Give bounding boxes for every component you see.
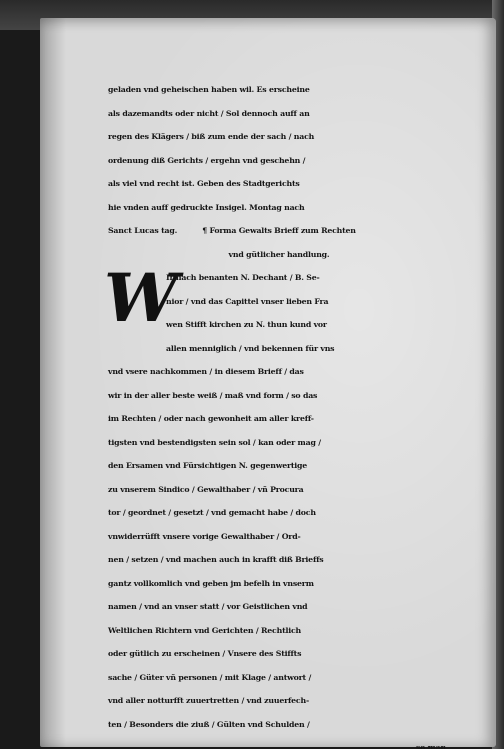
paragraph-2 (108, 266, 450, 749)
text-line: sache / Güter vñ personen / mit Klage / antwort / (108, 672, 312, 682)
text-line: geladen vnd geheischen haben wil. Es erscheine (108, 85, 310, 94)
text-line: vnd vsere nachkommen / in diesem Brieff / das (108, 367, 304, 376)
text-line: im Rechten / oder nach gewonheit am aller kreff- (108, 414, 314, 423)
text-line: Weltlichen Richtern vnd Gerichten / Rechtlich (108, 625, 302, 635)
text-line: nen / setzen / vnd machen auch in krafft diß Brieffs (108, 555, 324, 564)
heading-line: ¶ Forma Gewalts Brieff zum Rechten (202, 226, 356, 235)
drop-cap-initial: W (104, 259, 179, 337)
text-line: tigsten vnd bestendigsten sein sol / kan oder mag / (108, 437, 321, 447)
heading-line: vnd gütlicher handlung. (228, 249, 330, 259)
text-line: ordenung diß Gerichts / ergehn vnd geschehn / (108, 155, 306, 165)
text-line: regen des Klägers / biß zum ende der sach / nach (108, 132, 315, 141)
text-line: hie vnden auff gedruckte Insigel. Montag nach (108, 202, 305, 212)
text-line: namen / vnd an vnser statt / vor Geistlichen vnd (108, 602, 308, 611)
text-line: tor / geordnet / gesetzt / vnd gemacht habe / doch (108, 508, 316, 517)
text-line: vnd aller notturfft zuuertretten / vnd zuuerfech- (108, 696, 309, 705)
text-line: als dazemandts oder nicht / Sol dennoch auff an (108, 108, 310, 118)
catchword: so man (415, 743, 446, 749)
text-line: als viel vnd recht ist. Geben des Stadtgerichts (108, 179, 300, 188)
text-line: wen Stifft kirchen zu N. thun kund vor (166, 320, 327, 329)
text-line: allen menniglich / vnd bekennen für vns (166, 343, 335, 353)
text-line: wir in der aller beste weiß / maß vnd form / so das (108, 390, 318, 400)
text-line: den Ersamen vnd Fürsichtigen N. gegenwertige (108, 461, 308, 470)
text-line: ten / Besonders die ziuß / Gülten vnd Schulden / (108, 719, 310, 729)
text-line: Sanct Lucas tag. (108, 226, 178, 235)
text-line: gantz vollkomlich vnd geben jm befelh in vnserm (108, 578, 314, 588)
text-line: vnwiderrüfft vnsere vorige Gewalthaber / Ord- (108, 531, 301, 541)
text-line: nior / vnd das Capittel vnser lieben Fra (166, 296, 329, 306)
text-line: zu vnserem Sindico / Gewalthaber / vñ Procura (108, 484, 304, 494)
text-line: oder gütlich zu erscheinen / Vnsere des Stiffts (108, 649, 302, 658)
paragraph-1 (108, 78, 450, 243)
text-line: Ir nach benanten N. Dechant / B. Se- (166, 273, 320, 282)
